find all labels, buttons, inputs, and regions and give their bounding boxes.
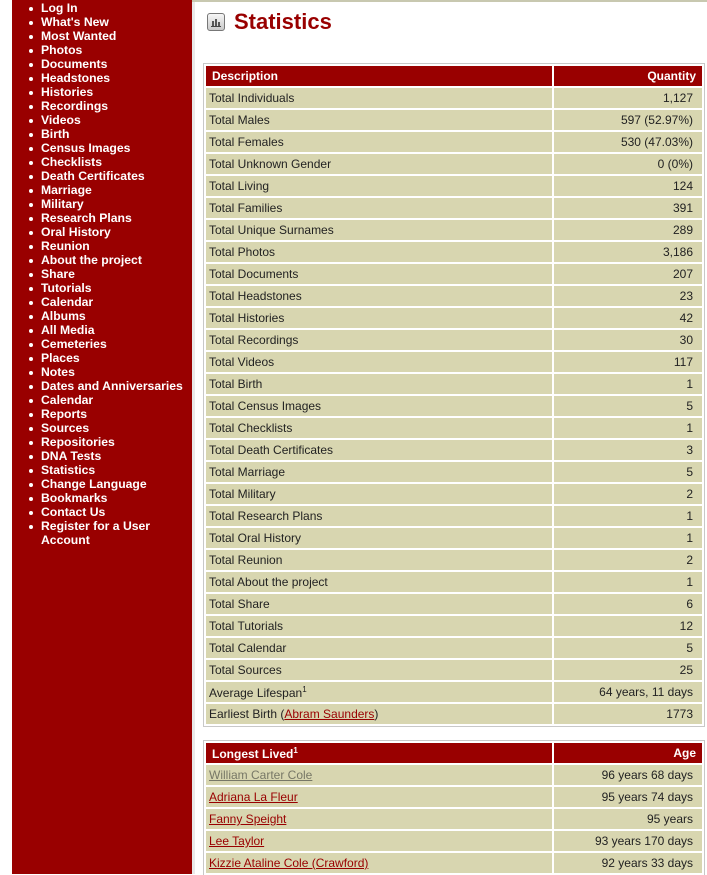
row-value: 207	[554, 264, 702, 284]
row-value: 1	[554, 528, 702, 548]
nav-link[interactable]: Recordings	[41, 99, 109, 113]
table-row	[206, 787, 702, 807]
row-label: Total Headstones	[206, 286, 552, 306]
row-value: 3,186	[554, 242, 702, 262]
row-label: Total Checklists	[206, 418, 552, 438]
table-row	[206, 853, 702, 873]
table-row	[206, 418, 702, 438]
nav-item	[41, 281, 192, 295]
nav-item	[41, 43, 192, 57]
table-row	[206, 594, 702, 614]
table-row	[206, 330, 702, 350]
table-row	[206, 506, 702, 526]
table-row	[206, 660, 702, 680]
row-value: 42	[554, 308, 702, 328]
table-row-average-lifespan	[206, 682, 702, 702]
nav-link[interactable]: Research Plans	[41, 211, 132, 225]
nav-item	[41, 155, 192, 169]
nav-link[interactable]: Notes	[41, 365, 75, 379]
row-value: 2	[554, 484, 702, 504]
row-label: Total Recordings	[206, 330, 552, 350]
nav-list	[12, 0, 192, 547]
nav-item	[41, 99, 192, 113]
row-label: Total Photos	[206, 242, 552, 262]
name-cell	[206, 831, 552, 851]
sidebar-nav	[12, 0, 192, 874]
nav-item	[41, 505, 192, 519]
row-label: Total Females	[206, 132, 552, 152]
table-row	[206, 308, 702, 328]
table-row	[206, 132, 702, 152]
nav-link[interactable]: Death Certificates	[41, 169, 145, 183]
nav-item	[41, 449, 192, 463]
nav-item	[41, 197, 192, 211]
age-cell: 96 years 68 days	[554, 765, 702, 785]
paren-close: )	[374, 707, 379, 721]
nav-link[interactable]: Statistics	[41, 463, 96, 477]
column-header-age: Age	[554, 743, 702, 763]
table-row	[206, 110, 702, 130]
table-row	[206, 220, 702, 240]
nav-link[interactable]: Share	[41, 267, 75, 281]
row-value: 12	[554, 616, 702, 636]
sidebar-divider	[192, 2, 195, 874]
nav-item	[41, 435, 192, 449]
row-label: Total Videos	[206, 352, 552, 372]
nav-item	[41, 15, 192, 29]
nav-link[interactable]: Sources	[41, 421, 90, 435]
nav-link[interactable]: Register for a User Account	[41, 519, 151, 547]
nav-link[interactable]: All Media	[41, 323, 95, 337]
nav-item	[41, 253, 192, 267]
nav-item	[41, 267, 192, 281]
table-row	[206, 396, 702, 416]
nav-link[interactable]: Calendar	[41, 295, 94, 309]
page-title: Statistics	[234, 9, 332, 34]
table-row	[206, 638, 702, 658]
nav-link[interactable]: Dates and Anniversaries	[41, 379, 183, 393]
nav-link[interactable]: Oral History	[41, 225, 111, 239]
row-value: 23	[554, 286, 702, 306]
nav-link[interactable]: Checklists	[41, 155, 102, 169]
nav-link[interactable]: About the project	[41, 253, 142, 267]
table-row	[206, 831, 702, 851]
row-label	[206, 682, 552, 702]
row-value: 0 (0%)	[554, 154, 702, 174]
row-value: 1,127	[554, 88, 702, 108]
table-row	[206, 154, 702, 174]
table-row	[206, 528, 702, 548]
statistics-table	[204, 64, 704, 726]
nav-item	[41, 477, 192, 491]
nav-item	[41, 407, 192, 421]
nav-item	[41, 309, 192, 323]
row-label: Total Documents	[206, 264, 552, 284]
nav-link[interactable]: Documents	[41, 57, 108, 71]
nav-link[interactable]: Repositories	[41, 435, 115, 449]
column-header-quantity: Quantity	[554, 66, 702, 86]
table-row	[206, 572, 702, 592]
row-label: Total Tutorials	[206, 616, 552, 636]
page-header	[207, 9, 332, 35]
row-label: Total Histories	[206, 308, 552, 328]
nav-item	[41, 169, 192, 183]
nav-item	[41, 337, 192, 351]
longest-lived-table	[204, 741, 704, 875]
nav-link[interactable]: Military	[41, 197, 84, 211]
row-label: Total Birth	[206, 374, 552, 394]
row-label: Total Males	[206, 110, 552, 130]
person-link[interactable]: Kizzie Ataline Cole (Crawford)	[209, 856, 369, 870]
table-row	[206, 462, 702, 482]
nav-item	[41, 519, 192, 547]
row-value: 1	[554, 418, 702, 438]
nav-item	[41, 127, 192, 141]
row-value: 64 years, 11 days	[554, 682, 702, 702]
row-value: 6	[554, 594, 702, 614]
nav-item	[41, 323, 192, 337]
table-row	[206, 440, 702, 460]
table-row	[206, 352, 702, 372]
nav-item	[41, 393, 192, 407]
person-link[interactable]: Abram Saunders	[284, 707, 375, 721]
table-row	[206, 765, 702, 785]
row-label-text: Earliest Birth	[209, 707, 278, 721]
table-header-row	[206, 66, 702, 86]
age-cell: 93 years 170 days	[554, 831, 702, 851]
row-label: Total Census Images	[206, 396, 552, 416]
row-value: 2	[554, 550, 702, 570]
row-value: 530 (47.03%)	[554, 132, 702, 152]
nav-link[interactable]: Headstones	[41, 71, 111, 85]
nav-link[interactable]: Places	[41, 351, 80, 365]
row-value: 25	[554, 660, 702, 680]
nav-link[interactable]: Calendar	[41, 393, 94, 407]
paren-open: (	[277, 707, 285, 721]
row-value: 1773	[554, 704, 702, 724]
nav-link[interactable]: Change Language	[41, 477, 147, 491]
table-row	[206, 198, 702, 218]
table-row	[206, 550, 702, 570]
table-row	[206, 374, 702, 394]
nav-link[interactable]: Marriage	[41, 183, 92, 197]
nav-item	[41, 141, 192, 155]
nav-item	[41, 183, 192, 197]
row-value: 597 (52.97%)	[554, 110, 702, 130]
nav-item	[41, 113, 192, 127]
nav-link[interactable]: Reunion	[41, 239, 90, 253]
row-label: Total Living	[206, 176, 552, 196]
name-cell	[206, 853, 552, 873]
nav-link[interactable]: Log In	[41, 1, 78, 15]
nav-link[interactable]: Photos	[41, 43, 83, 57]
row-value: 1	[554, 374, 702, 394]
nav-link[interactable]: Histories	[41, 85, 94, 99]
table-row	[206, 264, 702, 284]
nav-link[interactable]: Videos	[41, 113, 81, 127]
nav-item	[41, 1, 192, 15]
row-value: 1	[554, 572, 702, 592]
table-row-earliest-birth	[206, 704, 702, 724]
age-cell: 95 years	[554, 809, 702, 829]
table-header-row	[206, 743, 702, 763]
row-value: 30	[554, 330, 702, 350]
person-link[interactable]: William Carter Cole	[209, 768, 313, 782]
row-label: Total Unique Surnames	[206, 220, 552, 240]
age-cell: 92 years 33 days	[554, 853, 702, 873]
nav-item	[41, 71, 192, 85]
row-label: Total Research Plans	[206, 506, 552, 526]
top-border	[192, 0, 707, 2]
nav-link[interactable]: Most Wanted	[41, 29, 117, 43]
table-row	[206, 809, 702, 829]
nav-item	[41, 421, 192, 435]
nav-item	[41, 29, 192, 43]
row-label-text: Average Lifespan	[209, 685, 303, 700]
nav-item	[41, 57, 192, 71]
nav-link[interactable]: Birth	[41, 127, 70, 141]
age-cell: 95 years 74 days	[554, 787, 702, 807]
nav-link[interactable]: Albums	[41, 309, 86, 323]
row-value: 5	[554, 462, 702, 482]
row-label: Total Reunion	[206, 550, 552, 570]
name-cell	[206, 809, 552, 829]
row-value: 3	[554, 440, 702, 460]
row-label: Total Families	[206, 198, 552, 218]
row-label: Total Sources	[206, 660, 552, 680]
person-link[interactable]: Lee Taylor	[209, 834, 265, 848]
row-label: Total About the project	[206, 572, 552, 592]
row-value: 5	[554, 638, 702, 658]
row-label: Total Death Certificates	[206, 440, 552, 460]
nav-item	[41, 365, 192, 379]
row-value: 117	[554, 352, 702, 372]
row-value: 124	[554, 176, 702, 196]
column-header-description: Description	[206, 66, 552, 86]
nav-link[interactable]: Cemeteries	[41, 337, 107, 351]
nav-item	[41, 239, 192, 253]
nav-link[interactable]: Census Images	[41, 141, 131, 155]
nav-link[interactable]: DNA Tests	[41, 449, 102, 463]
row-value: 289	[554, 220, 702, 240]
nav-link[interactable]: Bookmarks	[41, 491, 108, 505]
nav-item	[41, 463, 192, 477]
row-label: Total Individuals	[206, 88, 552, 108]
nav-item	[41, 379, 192, 393]
nav-item	[41, 225, 192, 239]
nav-link[interactable]: Reports	[41, 407, 88, 421]
nav-item	[41, 85, 192, 99]
footnote-marker: 1	[302, 684, 307, 694]
person-link[interactable]: Adriana La Fleur	[209, 790, 298, 804]
row-label: Total Marriage	[206, 462, 552, 482]
row-value: 391	[554, 198, 702, 218]
nav-item	[41, 295, 192, 309]
footnote-marker: 1	[293, 745, 298, 755]
nav-item	[41, 491, 192, 505]
row-label: Total Military	[206, 484, 552, 504]
row-label: Total Oral History	[206, 528, 552, 548]
bar-chart-icon	[207, 13, 225, 31]
nav-link[interactable]: What's New	[41, 15, 109, 29]
nav-item	[41, 211, 192, 225]
name-cell	[206, 765, 552, 785]
column-header-label: Longest Lived	[212, 746, 294, 761]
nav-link[interactable]: Tutorials	[41, 281, 92, 295]
row-label: Total Share	[206, 594, 552, 614]
table-row	[206, 484, 702, 504]
row-value: 1	[554, 506, 702, 526]
table-row	[206, 286, 702, 306]
column-header-longest-lived	[206, 743, 552, 763]
name-cell	[206, 787, 552, 807]
table-row	[206, 242, 702, 262]
row-label: Total Calendar	[206, 638, 552, 658]
row-label: Total Unknown Gender	[206, 154, 552, 174]
nav-item	[41, 351, 192, 365]
nav-link[interactable]: Contact Us	[41, 505, 106, 519]
table-row	[206, 88, 702, 108]
person-link[interactable]: Fanny Speight	[209, 812, 287, 826]
table-row	[206, 616, 702, 636]
table-row	[206, 176, 702, 196]
row-value: 5	[554, 396, 702, 416]
row-label	[206, 704, 552, 724]
